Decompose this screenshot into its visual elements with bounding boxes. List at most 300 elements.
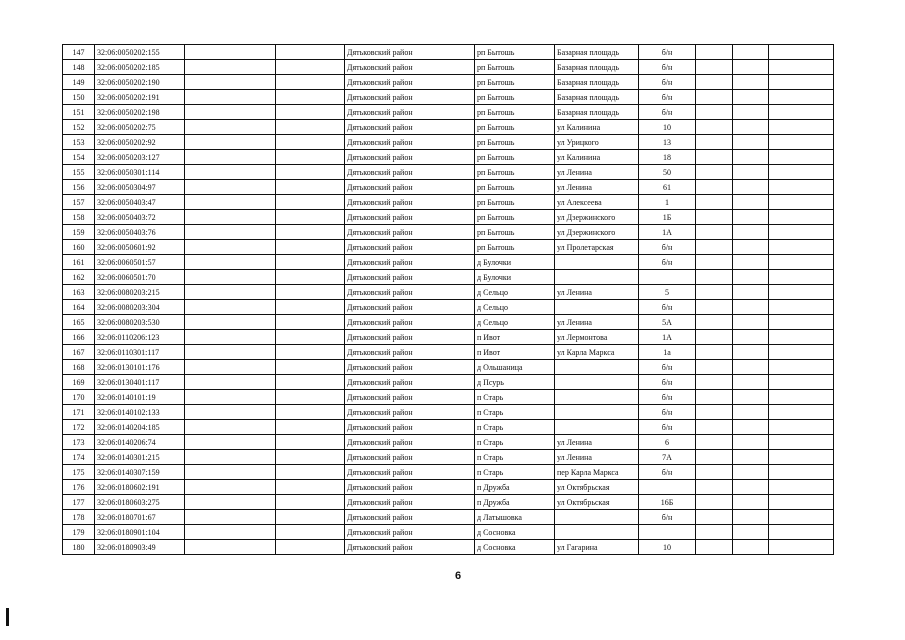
locality-cell: п Старь (475, 435, 555, 450)
empty-cell (185, 435, 276, 450)
empty-cell (696, 195, 733, 210)
street-cell: ул Урицкого (555, 135, 639, 150)
table-row (63, 330, 834, 345)
table-row (63, 270, 834, 285)
locality-cell: д Булочки (475, 255, 555, 270)
locality-cell: д Латышовка (475, 510, 555, 525)
table-row (63, 540, 834, 555)
house-cell: б/н (639, 255, 696, 270)
locality-cell: д Сосновка (475, 525, 555, 540)
cadastral-number: 32:06:0050202:191 (95, 90, 185, 105)
empty-cell (276, 135, 345, 150)
street-cell: ул Ленина (555, 180, 639, 195)
street-cell (555, 510, 639, 525)
empty-cell (733, 105, 769, 120)
row-number: 163 (63, 285, 95, 300)
row-number: 174 (63, 450, 95, 465)
table-row (63, 390, 834, 405)
empty-cell (733, 45, 769, 60)
empty-cell (185, 390, 276, 405)
empty-cell (696, 495, 733, 510)
locality-cell: п Старь (475, 420, 555, 435)
cadastral-number: 32:06:0050202:92 (95, 135, 185, 150)
locality-cell: п Ивот (475, 330, 555, 345)
empty-cell (769, 105, 834, 120)
empty-cell (185, 450, 276, 465)
empty-cell (696, 300, 733, 315)
empty-cell (185, 60, 276, 75)
table-row (63, 180, 834, 195)
table-row (63, 525, 834, 540)
empty-cell (696, 120, 733, 135)
empty-cell (733, 75, 769, 90)
house-cell: 16Б (639, 495, 696, 510)
district-cell: Дятьковский район (345, 510, 475, 525)
district-cell: Дятьковский район (345, 465, 475, 480)
empty-cell (185, 105, 276, 120)
house-cell: 18 (639, 150, 696, 165)
street-cell: ул Дзержинского (555, 225, 639, 240)
cadastral-number: 32:06:0080203:215 (95, 285, 185, 300)
empty-cell (185, 345, 276, 360)
house-cell: б/н (639, 375, 696, 390)
empty-cell (276, 525, 345, 540)
empty-cell (696, 510, 733, 525)
empty-cell (733, 435, 769, 450)
house-cell: б/н (639, 300, 696, 315)
house-cell: б/н (639, 405, 696, 420)
locality-cell: рп Бытошь (475, 180, 555, 195)
locality-cell: д Ольшаница (475, 360, 555, 375)
empty-cell (769, 435, 834, 450)
street-cell: Базарная площадь (555, 60, 639, 75)
empty-cell (276, 120, 345, 135)
empty-cell (733, 405, 769, 420)
empty-cell (185, 420, 276, 435)
empty-cell (185, 135, 276, 150)
cadastral-number: 32:06:0140101:19 (95, 390, 185, 405)
empty-cell (733, 300, 769, 315)
row-number: 153 (63, 135, 95, 150)
row-number: 167 (63, 345, 95, 360)
house-cell: 5А (639, 315, 696, 330)
empty-cell (185, 330, 276, 345)
row-number: 166 (63, 330, 95, 345)
empty-cell (276, 390, 345, 405)
empty-cell (696, 270, 733, 285)
district-cell: Дятьковский район (345, 375, 475, 390)
empty-cell (276, 465, 345, 480)
street-cell: ул Калинина (555, 120, 639, 135)
table-row (63, 360, 834, 375)
district-cell: Дятьковский район (345, 345, 475, 360)
empty-cell (769, 210, 834, 225)
street-cell: ул Ленина (555, 435, 639, 450)
street-cell: Базарная площадь (555, 105, 639, 120)
row-number: 177 (63, 495, 95, 510)
cadastral-number: 32:06:0180903:49 (95, 540, 185, 555)
locality-cell: д Сельцо (475, 315, 555, 330)
house-cell (639, 480, 696, 495)
street-cell (555, 420, 639, 435)
row-number: 151 (63, 105, 95, 120)
empty-cell (769, 480, 834, 495)
district-cell: Дятьковский район (345, 90, 475, 105)
empty-cell (185, 255, 276, 270)
row-number: 156 (63, 180, 95, 195)
district-cell: Дятьковский район (345, 210, 475, 225)
house-cell: б/н (639, 465, 696, 480)
locality-cell: рп Бытошь (475, 75, 555, 90)
empty-cell (696, 345, 733, 360)
street-cell: ул Калинина (555, 150, 639, 165)
empty-cell (769, 465, 834, 480)
empty-cell (733, 165, 769, 180)
cadastral-number: 32:06:0110206:123 (95, 330, 185, 345)
street-cell: ул Ленина (555, 165, 639, 180)
locality-cell: рп Бытошь (475, 45, 555, 60)
empty-cell (733, 210, 769, 225)
cadastral-number: 32:06:0050403:72 (95, 210, 185, 225)
empty-cell (769, 195, 834, 210)
cadastral-number: 32:06:0050202:155 (95, 45, 185, 60)
empty-cell (696, 450, 733, 465)
table-row (63, 435, 834, 450)
empty-cell (769, 75, 834, 90)
locality-cell: п Старь (475, 390, 555, 405)
cadastral-number: 32:06:0080203:304 (95, 300, 185, 315)
house-cell: б/н (639, 105, 696, 120)
empty-cell (276, 480, 345, 495)
empty-cell (185, 405, 276, 420)
table-row (63, 60, 834, 75)
empty-cell (276, 360, 345, 375)
locality-cell: рп Бытошь (475, 135, 555, 150)
street-cell: пер Карла Маркса (555, 465, 639, 480)
cadastral-number: 32:06:0060501:70 (95, 270, 185, 285)
empty-cell (276, 285, 345, 300)
cadastral-number: 32:06:0080203:530 (95, 315, 185, 330)
register-body (63, 45, 834, 555)
empty-cell (185, 195, 276, 210)
locality-cell: п Дружба (475, 495, 555, 510)
empty-cell (185, 225, 276, 240)
street-cell (555, 525, 639, 540)
district-cell: Дятьковский район (345, 390, 475, 405)
table-row (63, 510, 834, 525)
district-cell: Дятьковский район (345, 45, 475, 60)
district-cell: Дятьковский район (345, 480, 475, 495)
empty-cell (276, 75, 345, 90)
empty-cell (769, 360, 834, 375)
empty-cell (696, 540, 733, 555)
cadastral-number: 32:06:0180701:67 (95, 510, 185, 525)
empty-cell (185, 525, 276, 540)
locality-cell: п Старь (475, 450, 555, 465)
empty-cell (733, 465, 769, 480)
table-row (63, 225, 834, 240)
empty-cell (769, 255, 834, 270)
street-cell (555, 390, 639, 405)
district-cell: Дятьковский район (345, 405, 475, 420)
empty-cell (276, 345, 345, 360)
locality-cell: рп Бытошь (475, 60, 555, 75)
table-row (63, 450, 834, 465)
empty-cell (696, 150, 733, 165)
street-cell (555, 255, 639, 270)
empty-cell (769, 45, 834, 60)
empty-cell (276, 90, 345, 105)
empty-cell (769, 150, 834, 165)
locality-cell: рп Бытошь (475, 225, 555, 240)
page-number: 6 (455, 570, 462, 582)
empty-cell (769, 345, 834, 360)
cadastral-number: 32:06:0140301:215 (95, 450, 185, 465)
district-cell: Дятьковский район (345, 105, 475, 120)
locality-cell: рп Бытошь (475, 195, 555, 210)
row-number: 168 (63, 360, 95, 375)
table-row (63, 45, 834, 60)
locality-cell: п Старь (475, 405, 555, 420)
empty-cell (185, 45, 276, 60)
locality-cell: рп Бытошь (475, 105, 555, 120)
cadastral-number: 32:06:0140307:159 (95, 465, 185, 480)
empty-cell (769, 450, 834, 465)
house-cell (639, 270, 696, 285)
street-cell: Базарная площадь (555, 45, 639, 60)
row-number: 173 (63, 435, 95, 450)
empty-cell (276, 495, 345, 510)
locality-cell: д Сельцо (475, 285, 555, 300)
street-cell: ул Октябрьская (555, 495, 639, 510)
cadastral-number: 32:06:0140204:185 (95, 420, 185, 435)
district-cell: Дятьковский район (345, 120, 475, 135)
empty-cell (276, 180, 345, 195)
street-cell: Базарная площадь (555, 75, 639, 90)
empty-cell (733, 60, 769, 75)
empty-cell (733, 135, 769, 150)
table-row (63, 480, 834, 495)
row-number: 165 (63, 315, 95, 330)
empty-cell (769, 225, 834, 240)
house-cell: 10 (639, 540, 696, 555)
district-cell: Дятьковский район (345, 285, 475, 300)
row-number: 179 (63, 525, 95, 540)
empty-cell (696, 285, 733, 300)
empty-cell (769, 285, 834, 300)
district-cell: Дятьковский район (345, 195, 475, 210)
empty-cell (696, 435, 733, 450)
empty-cell (769, 510, 834, 525)
empty-cell (185, 300, 276, 315)
empty-cell (733, 180, 769, 195)
row-number: 147 (63, 45, 95, 60)
empty-cell (696, 165, 733, 180)
cadastral-number: 32:06:0050601:92 (95, 240, 185, 255)
row-number: 172 (63, 420, 95, 435)
district-cell: Дятьковский район (345, 435, 475, 450)
street-cell (555, 375, 639, 390)
row-number: 150 (63, 90, 95, 105)
street-cell: ул Ленина (555, 450, 639, 465)
empty-cell (276, 210, 345, 225)
table-row (63, 300, 834, 315)
row-number: 176 (63, 480, 95, 495)
empty-cell (696, 315, 733, 330)
cadastral-number: 32:06:0050203:127 (95, 150, 185, 165)
table-row (63, 90, 834, 105)
empty-cell (696, 135, 733, 150)
district-cell: Дятьковский район (345, 525, 475, 540)
house-cell: 13 (639, 135, 696, 150)
table-row (63, 165, 834, 180)
empty-cell (696, 480, 733, 495)
empty-cell (276, 375, 345, 390)
street-cell: Базарная площадь (555, 90, 639, 105)
district-cell: Дятьковский район (345, 300, 475, 315)
row-number: 171 (63, 405, 95, 420)
table-row (63, 285, 834, 300)
cadastral-number: 32:06:0180901:104 (95, 525, 185, 540)
table-row (63, 135, 834, 150)
house-cell: 50 (639, 165, 696, 180)
empty-cell (185, 315, 276, 330)
table-row (63, 420, 834, 435)
house-cell: б/н (639, 90, 696, 105)
empty-cell (185, 270, 276, 285)
empty-cell (696, 240, 733, 255)
table-row (63, 120, 834, 135)
empty-cell (276, 300, 345, 315)
district-cell: Дятьковский район (345, 240, 475, 255)
empty-cell (733, 540, 769, 555)
locality-cell: рп Бытошь (475, 150, 555, 165)
street-cell: ул Карла Маркса (555, 345, 639, 360)
empty-cell (185, 285, 276, 300)
empty-cell (769, 390, 834, 405)
empty-cell (733, 120, 769, 135)
row-number: 170 (63, 390, 95, 405)
district-cell: Дятьковский район (345, 330, 475, 345)
street-cell: ул Дзержинского (555, 210, 639, 225)
empty-cell (276, 330, 345, 345)
empty-cell (733, 195, 769, 210)
empty-cell (733, 315, 769, 330)
empty-cell (769, 300, 834, 315)
row-number: 148 (63, 60, 95, 75)
house-cell: 1А (639, 330, 696, 345)
empty-cell (276, 540, 345, 555)
district-cell: Дятьковский район (345, 495, 475, 510)
district-cell: Дятьковский район (345, 315, 475, 330)
empty-cell (276, 60, 345, 75)
empty-cell (276, 225, 345, 240)
table-row (63, 315, 834, 330)
district-cell: Дятьковский район (345, 450, 475, 465)
empty-cell (769, 165, 834, 180)
house-cell: 1 (639, 195, 696, 210)
empty-cell (276, 270, 345, 285)
cadastral-number: 32:06:0060501:57 (95, 255, 185, 270)
table-row (63, 255, 834, 270)
empty-cell (769, 60, 834, 75)
empty-cell (696, 75, 733, 90)
district-cell: Дятьковский район (345, 360, 475, 375)
empty-cell (276, 435, 345, 450)
empty-cell (276, 195, 345, 210)
locality-cell: рп Бытошь (475, 240, 555, 255)
street-cell: ул Гагарина (555, 540, 639, 555)
empty-cell (276, 165, 345, 180)
empty-cell (769, 315, 834, 330)
house-cell: 61 (639, 180, 696, 195)
district-cell: Дятьковский район (345, 420, 475, 435)
house-cell: 5 (639, 285, 696, 300)
empty-cell (696, 225, 733, 240)
empty-cell (696, 90, 733, 105)
district-cell: Дятьковский район (345, 255, 475, 270)
row-number: 149 (63, 75, 95, 90)
district-cell: Дятьковский район (345, 60, 475, 75)
empty-cell (185, 210, 276, 225)
empty-cell (769, 135, 834, 150)
empty-cell (185, 240, 276, 255)
table-row (63, 465, 834, 480)
property-register-table (62, 44, 834, 555)
cadastral-number: 32:06:0050304:97 (95, 180, 185, 195)
empty-cell (276, 405, 345, 420)
table-row (63, 240, 834, 255)
table-row (63, 405, 834, 420)
empty-cell (733, 375, 769, 390)
empty-cell (733, 390, 769, 405)
street-cell: ул Октябрьская (555, 480, 639, 495)
house-cell: 1А (639, 225, 696, 240)
empty-cell (696, 525, 733, 540)
row-number: 152 (63, 120, 95, 135)
empty-cell (185, 75, 276, 90)
empty-cell (696, 255, 733, 270)
empty-cell (696, 330, 733, 345)
row-number: 158 (63, 210, 95, 225)
empty-cell (769, 270, 834, 285)
row-number: 157 (63, 195, 95, 210)
house-cell: б/н (639, 420, 696, 435)
district-cell: Дятьковский район (345, 165, 475, 180)
locality-cell: п Дружба (475, 480, 555, 495)
house-cell: б/н (639, 240, 696, 255)
empty-cell (733, 330, 769, 345)
empty-cell (769, 240, 834, 255)
table-row (63, 105, 834, 120)
street-cell: ул Лермонтова (555, 330, 639, 345)
district-cell: Дятьковский район (345, 75, 475, 90)
cadastral-number: 32:06:0050202:190 (95, 75, 185, 90)
house-cell: б/н (639, 360, 696, 375)
street-cell: ул Ленина (555, 285, 639, 300)
empty-cell (696, 405, 733, 420)
row-number: 178 (63, 510, 95, 525)
empty-cell (185, 165, 276, 180)
empty-cell (696, 210, 733, 225)
locality-cell: рп Бытошь (475, 120, 555, 135)
locality-cell: п Старь (475, 465, 555, 480)
empty-cell (276, 240, 345, 255)
empty-cell (276, 150, 345, 165)
empty-cell (276, 420, 345, 435)
empty-cell (769, 180, 834, 195)
empty-cell (733, 420, 769, 435)
